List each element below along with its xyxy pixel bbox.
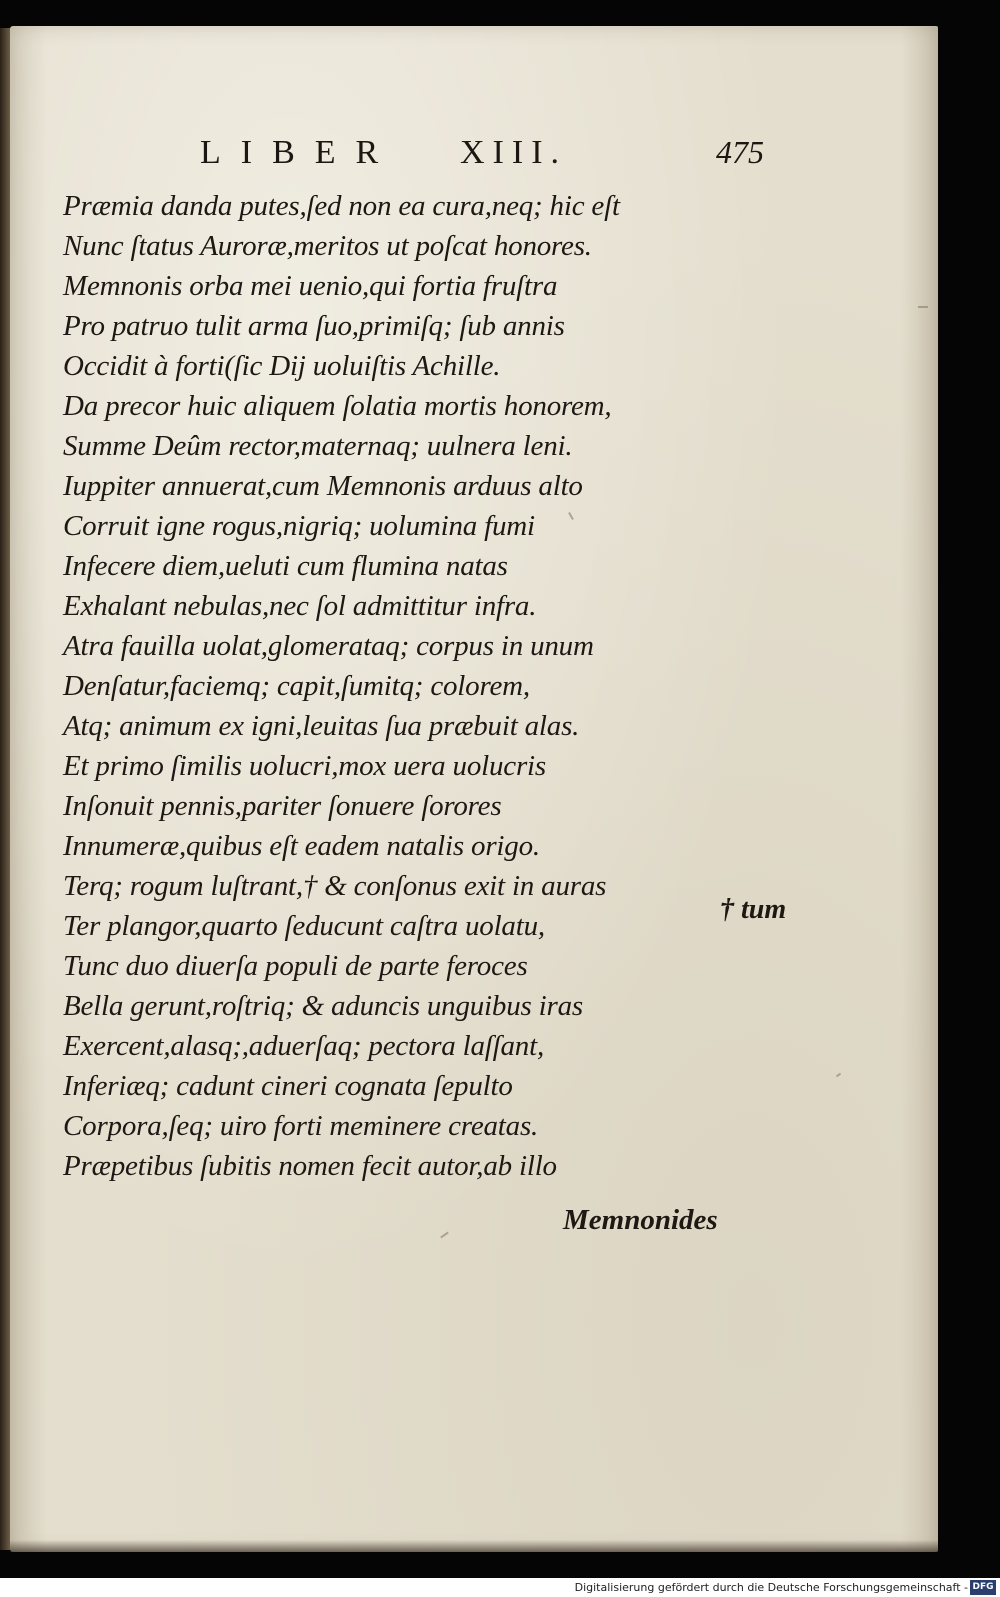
book-page [10,26,938,1552]
dfg-logo: DFG [970,1580,996,1595]
verse-line: Exhalant nebulas,nec ſol admittitur infra. [63,590,537,622]
verse-line: Exercent,alasq;,aduerſaq; pectora laſſant, [63,1030,545,1062]
verse-line: Innumeræ,quibus eſt eadem natalis origo. [63,830,540,862]
verse-line: Memnonis orba mei uenio,qui fortia fruſtra [63,270,558,302]
page-bottom-shadow [10,1540,938,1552]
verse-line: Ter plangor,quarto ſeducunt caſtra uolatu, [63,910,545,942]
verse-line: Pro patruo tulit arma ſuo,primiſq; ſub annis [63,310,565,342]
verse-line: Atq; animum ex igni,leuitas ſua præbuit alas. [63,710,580,742]
verse-line: Terq; rogum luſtrant,† & conſonus exit in auras [63,870,607,902]
paper-speck [836,1073,841,1078]
verse-line: Summe Deûm rector,maternaq; uulnera leni. [63,430,573,462]
verse-line: Iuppiter annuerat,cum Memnonis arduus alto [63,470,583,502]
verse-line: Denſatur,faciemq; capit,ſumitq; colorem, [63,670,530,702]
verse-line: Atra fauilla uolat,glomerataq; corpus in unum [63,630,594,662]
verse-line: Infecere diem,ueluti cum flumina natas [63,550,508,582]
footer-credit: Digitalisierung gefördert durch die Deutsche Forschungsgemeinschaft - [574,1581,968,1594]
paper-speck [440,1232,449,1239]
verse-line: Da precor huic aliquem ſolatia mortis honorem, [63,390,612,422]
running-head [10,134,938,174]
verse-line: Bella gerunt,roſtriq; & aduncis unguibus iras [63,990,583,1022]
verse-line: Præmia danda putes,ſed non ea cura,neq; hic eſt [63,190,620,222]
running-head-title: LIBER [200,134,399,171]
verse-line: Corpora,ſeq; uiro forti meminere creatas. [63,1110,539,1142]
verse-line: Inſonuit pennis,pariter ſonuere ſorores [63,790,502,822]
verse-line: Inferiæq; cadunt cineri cognata ſepulto [63,1070,513,1102]
paper-speck [918,306,928,308]
verse-line: Occidit à forti(ſic Dij uoluiſtis Achille. [63,350,501,382]
verse-line: Corruit igne rogus,nigriq; uolumina fumi [63,510,535,542]
verse-line: Tunc duo diuerſa populi de parte feroces [63,950,528,982]
catchword: Memnonides [563,1204,718,1236]
verse-line: Et primo ſimilis uolucri,mox uera uolucris [63,750,546,782]
verse-text-block [63,186,703,1186]
running-head-book-number: XIII. [460,134,568,171]
verse-line: Nunc ſtatus Auroræ,meritos ut poſcat honores. [63,230,592,262]
page-number: 475 [716,134,764,170]
verse-line: Præpetibus ſubitis nomen fecit autor,ab illo [63,1150,557,1182]
marginal-note: † tum [720,894,787,925]
